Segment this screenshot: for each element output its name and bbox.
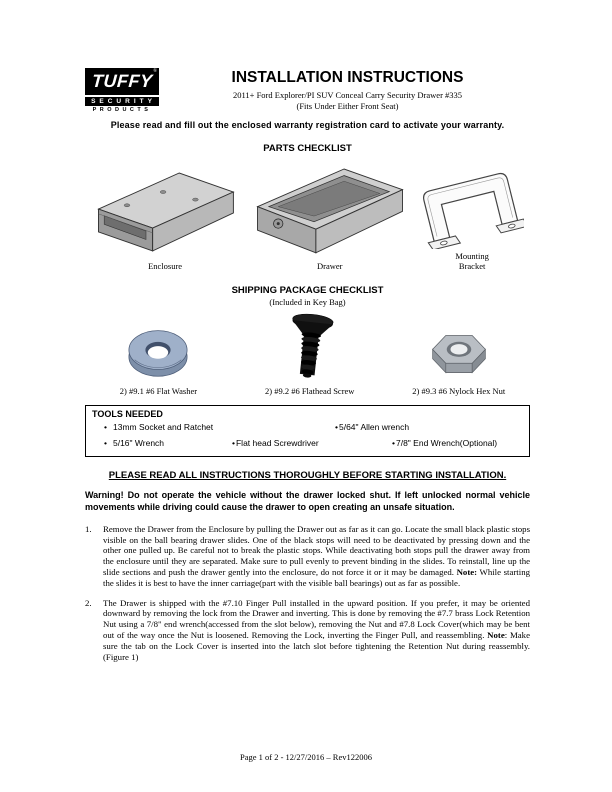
flathead-screw-image xyxy=(277,312,343,384)
mounting-bracket-image xyxy=(420,157,524,249)
step-number: 2. xyxy=(85,597,92,608)
ship-hex-nut xyxy=(388,326,530,397)
hex-nut-image xyxy=(426,326,492,384)
step-body: The Drawer is shipped with the #7.10 Finger Pull installed in the upward position. If you prefer, it may be oriented downward by removing the lock from the Drawer and inverting. This is done by removing the #7.7 brass Lock Retention Nut using a 7/8" end wrench(accessed from the slot below), removing the Nut and #7.8 Lock Cover(which may be bent out of the way once the Nut is loosened. Removing the Lock, inverting the Finger Pull, and reassembling. xyxy=(103,597,530,641)
ship-label: 2) #9.2 #6 Flathead Screw xyxy=(264,385,355,396)
tool-label: Flat head Screwdriver xyxy=(235,438,319,449)
registered-mark-icon: ® xyxy=(153,69,157,74)
parts-row xyxy=(85,157,530,272)
bullet-icon: • xyxy=(335,422,338,433)
tool-label: 5/64" Allen wrench xyxy=(338,422,410,433)
ship-label: 2) #9.1 #6 Flat Washer xyxy=(119,385,198,396)
logo-security-label: SECURITY xyxy=(85,97,159,106)
instruction-step xyxy=(85,524,530,589)
note-text: : Make sure the tab on the Lock Cover is inserted into the latch slot before tightening the Retention Nut during reassembly.(Figure 1) xyxy=(103,630,530,662)
drawer-image xyxy=(250,159,410,259)
tool-item xyxy=(232,438,319,448)
step-number: 1. xyxy=(85,523,92,534)
tools-row-1 xyxy=(92,421,523,435)
parts-checklist-heading: PARTS CHECKLIST xyxy=(263,143,352,154)
enclosure-image xyxy=(89,163,241,259)
tools-heading: TOOLS NEEDED xyxy=(92,409,163,420)
step-text xyxy=(103,598,530,663)
flat-washer-image xyxy=(124,320,192,384)
title-block xyxy=(165,68,530,112)
step-body: Remove the Drawer from the Enclosure by pulling the Drawer out as far as it can go. Locate the small black plastic stops visible on the ball bearing drawer slides. One of the black stops will need to be deactivated by pressing down and the other one pulled up. Be careful not to break the plastic stops. While deactivating both stops pull the drawer away from the enclosure until they are separated. Make sure to pull evenly to prevent binding in the slides. To reinstall, line up the slide sections and push the drawer gently into the enclosure, do not force it or it may be damaged. xyxy=(103,523,530,578)
page-title: INSTALLATION INSTRUCTIONS xyxy=(231,69,464,86)
header xyxy=(85,68,530,113)
tool-label: 7/8" End Wrench(Optional) xyxy=(395,438,498,449)
warranty-notice: Please read and fill out the enclosed warranty registration card to activate your warranty. xyxy=(110,120,505,130)
tuffy-logo xyxy=(85,68,165,113)
warning-text: Warning! Do not operate the vehicle without the drawer locked shut. If left unlocked normal vehicle movements while driving could cause the drawer to open creating an unsafe situation. xyxy=(85,490,530,512)
part-mounting-bracket xyxy=(414,157,530,272)
part-enclosure xyxy=(85,163,245,272)
part-label: Mounting Bracket xyxy=(455,251,489,271)
read-all-heading: PLEASE READ ALL INSTRUCTIONS THOROUGHLY BEFORE STARTING INSTALLATION. xyxy=(108,470,507,482)
instruction-steps xyxy=(85,524,530,663)
instruction-step xyxy=(85,598,530,663)
fitment-subtitle: (Fits Under Either Front Seat) xyxy=(296,101,399,112)
tool-item xyxy=(104,422,213,432)
tool-item xyxy=(335,422,409,432)
step-text xyxy=(103,524,530,589)
bullet-icon: • xyxy=(232,438,235,449)
shipping-row xyxy=(85,312,530,397)
ship-flathead-screw xyxy=(232,312,388,397)
ship-flat-washer xyxy=(85,320,232,397)
bullet-icon: • xyxy=(104,438,107,449)
part-label: Enclosure xyxy=(148,260,183,271)
logo-box xyxy=(85,68,159,95)
key-bag-note: (Included in Key Bag) xyxy=(269,296,346,307)
page-footer: Page 1 of 2 - 12/27/2016 – Rev122006 xyxy=(240,752,372,762)
part-label: Drawer xyxy=(316,260,343,271)
note-label: Note: xyxy=(456,567,478,578)
tool-label: 5/16" Wrench xyxy=(112,438,165,449)
model-subtitle: 2011+ Ford Explorer/PI SUV Conceal Carry Security Drawer #335 xyxy=(232,90,463,100)
bullet-icon: • xyxy=(392,438,395,449)
tool-item xyxy=(104,438,164,448)
part-drawer xyxy=(245,159,414,272)
note-text: While starting the slides it is best to have the inner carriage(part with the visible ball bearings) out as far as possible. xyxy=(103,567,530,588)
ship-label: 2) #9.3 #6 Nylock Hex Nut xyxy=(412,385,506,396)
tool-item xyxy=(392,438,497,448)
tools-box xyxy=(85,405,530,457)
tool-label: 13mm Socket and Ratchet xyxy=(112,422,214,433)
bullet-icon: • xyxy=(104,422,107,433)
brand-wordmark: TUFFY xyxy=(91,71,153,91)
note-label: Note xyxy=(487,630,505,641)
logo-products-label: PRODUCTS xyxy=(92,107,152,113)
shipping-checklist-heading: SHIPPING PACKAGE CHECKLIST xyxy=(231,284,384,296)
tools-row-2 xyxy=(92,437,523,451)
